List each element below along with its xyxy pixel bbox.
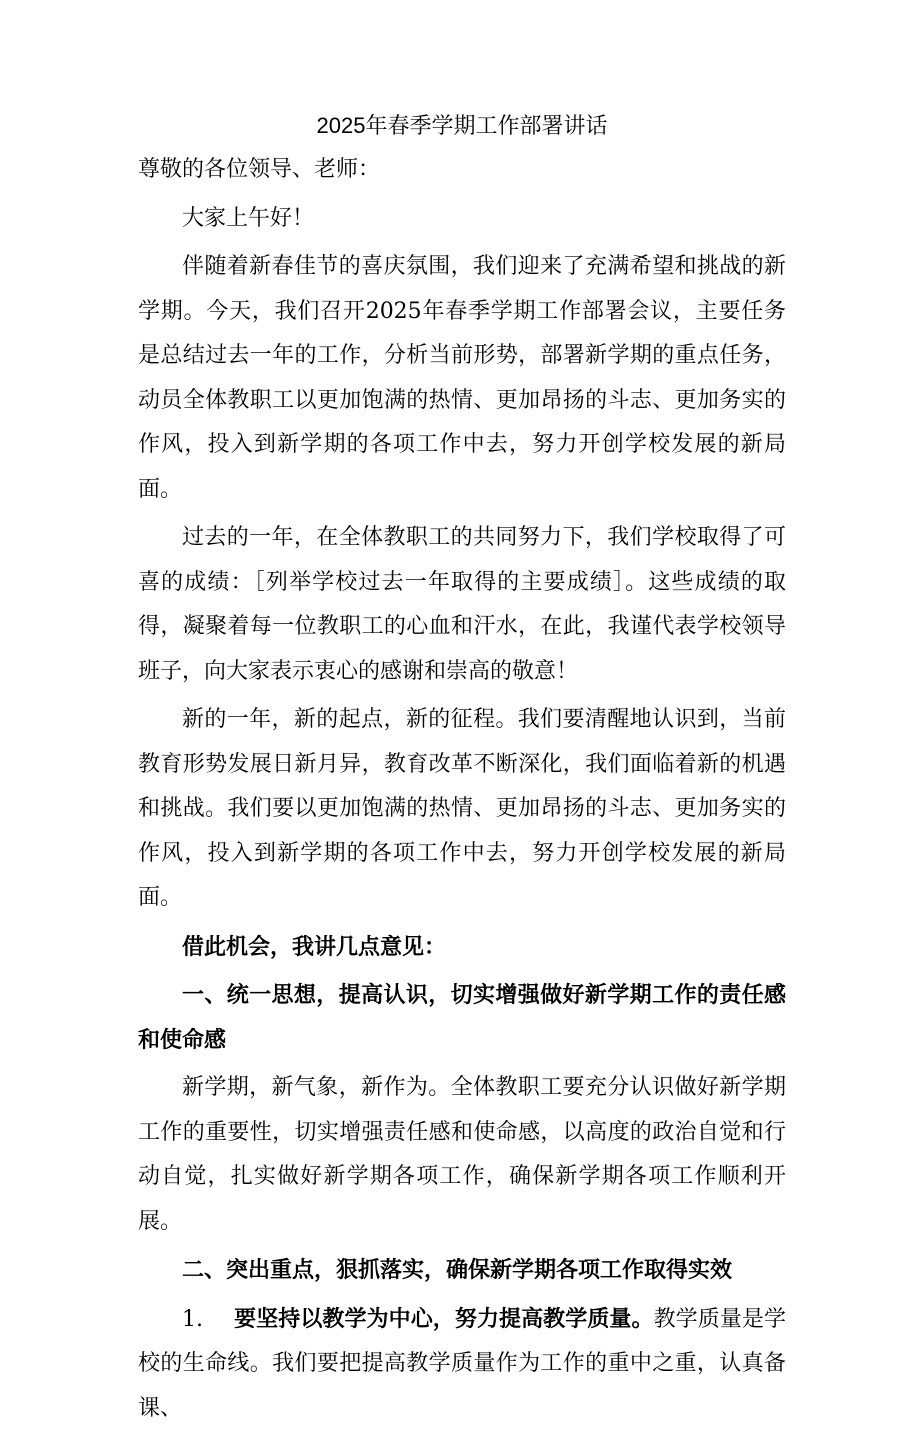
paragraph-achievements: 过去的一年，在全体教职工的共同努力下，我们学校取得了可喜的成绩：［列举学校过去一年取得的主要成绩］。这些成绩的取得，凝聚着每一位教职工的心血和汗水，在此，我谨代表学校领导班子，向大家表示衷心的感谢和崇高的敬意！ [138, 516, 786, 694]
section-2-heading: 二、突出重点，狠抓落实，确保新学期各项工作取得实效 [138, 1248, 786, 1293]
list-item-number: 1. [182, 1298, 234, 1343]
paragraph-new-year: 新的一年，新的起点，新的征程。我们要清醒地认识到，当前教育形势发展日新月异，教育改革不断深化，我们面临着新的机遇和挑战。我们要以更加饱满的热情、更加昂扬的斗志、更加务实的作风，投入到新学期的各项工作中去，努力开创学校发展的新局面。 [138, 698, 786, 921]
list-item-1 [138, 1297, 786, 1431]
greeting: 大家上午好！ [138, 197, 786, 242]
list-item-bold-text: 要坚持以教学为中心，努力提高教学质量。 [234, 1306, 654, 1332]
paragraph-opening: 伴随着新春佳节的喜庆氛围，我们迎来了充满希望和挑战的新学期。今天，我们召开2025年春季学期工作部署会议，主要任务是总结过去一年的工作，分析当前形势，部署新学期的重点任务，动员全体教职工以更加饱满的热情、更加昂扬的斗志、更加务实的作风，投入到新学期的各项工作中去，努力开创学校发展的新局面。 [138, 245, 786, 512]
list-item-body: 教学质量是学校的生命线。我们要把提高教学质量作为工作的重中之重，认真备课、 [138, 1307, 786, 1421]
intro-opinions: 借此机会，我讲几点意见： [138, 925, 786, 970]
document-body [138, 104, 786, 1431]
document-title: 2025年春季学期工作部署讲话 [138, 104, 786, 148]
section-1-heading: 一、统一思想，提高认识，切实增强做好新学期工作的责任感和使命感 [138, 973, 786, 1062]
section-1-body: 新学期，新气象，新作为。全体教职工要充分认识做好新学期工作的重要性，切实增强责任感和使命感，以高度的政治自觉和行动自觉，扎实做好新学期各项工作，确保新学期各项工作顺利开展。 [138, 1066, 786, 1244]
salutation: 尊敬的各位领导、老师： [138, 148, 786, 193]
